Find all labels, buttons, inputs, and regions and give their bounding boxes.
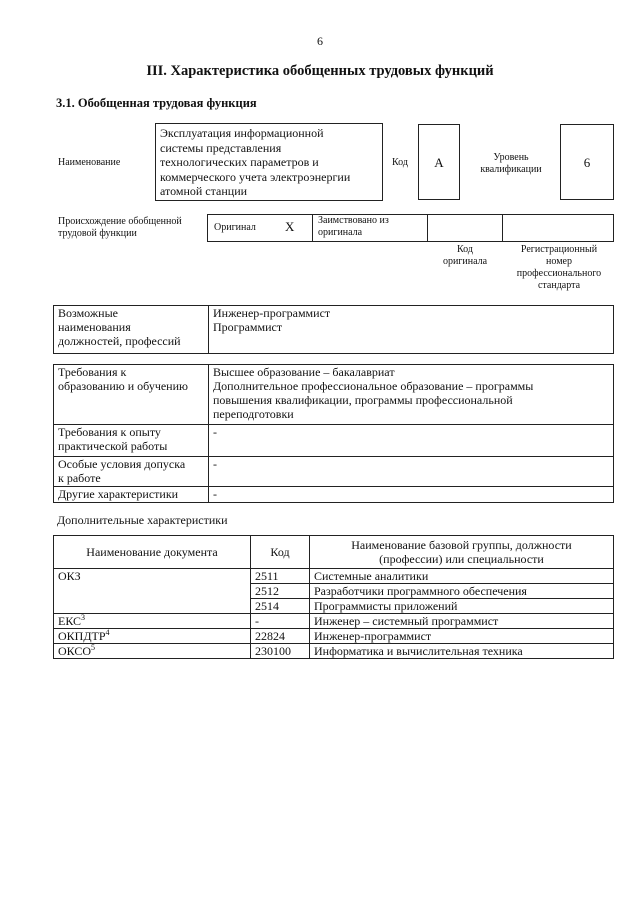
code-cell: 230100 <box>251 644 310 659</box>
footnote-ref: 5 <box>91 643 96 652</box>
origin-label: Происхождение обобщенной трудовой функции <box>58 216 182 239</box>
table-row <box>54 536 614 569</box>
table-row <box>54 365 614 425</box>
code-cell: 22824 <box>251 629 310 644</box>
name-cell: Инженер-программист <box>310 629 614 644</box>
level-value: 6 <box>560 124 614 200</box>
requirement-value: - <box>209 457 614 487</box>
doc-cell <box>54 629 251 644</box>
table-row <box>54 569 614 584</box>
table-row <box>54 644 614 659</box>
code-cell: 2514 <box>251 599 310 614</box>
doc-name: ЕКС <box>58 614 82 628</box>
additional-heading: Дополнительные характеристики <box>57 513 228 527</box>
borrowed-label: Заимствовано из оригинала <box>318 215 389 238</box>
positions-label: Возможные наименования должностей, профессий <box>54 306 209 354</box>
table-row <box>54 457 614 487</box>
original-mark: X <box>285 219 295 234</box>
doc-name: ОКПДТР <box>58 629 106 643</box>
origin-divider <box>312 214 313 242</box>
page-number: 6 <box>317 34 323 48</box>
subsection-title: 3.1. Обобщенная трудовая функция <box>56 96 257 110</box>
footnote-ref: 3 <box>81 613 86 622</box>
doc-cell <box>54 644 251 659</box>
col-doc-header: Наименование документа <box>54 536 251 569</box>
level-label: Уровень квалификации <box>480 152 542 175</box>
requirement-value: - <box>209 487 614 503</box>
positions-values: Инженер-программист Программист <box>209 306 614 354</box>
requirement-label: Требования к образованию и обучению <box>54 365 209 425</box>
requirements-table <box>53 364 614 503</box>
table-row <box>54 614 614 629</box>
origin-divider <box>427 214 428 242</box>
footnote-ref: 4 <box>105 628 110 637</box>
section-title: III. Характеристика обобщенных трудовых функций <box>146 63 494 79</box>
function-name-value: Эксплуатация информационной системы представления технологических параметров и коммерческого учета электроэнергии атомной станции <box>155 123 383 201</box>
origin-table <box>207 214 614 242</box>
requirement-label: Другие характеристики <box>54 487 209 503</box>
doc-cell <box>54 614 251 629</box>
name-cell: Программисты приложений <box>310 599 614 614</box>
table-row <box>54 306 614 354</box>
requirement-value: Высшее образование – бакалавриат Дополнительное профессиональное образование – программы повышения квалификации, программы профессиональной переподготовки <box>209 365 614 425</box>
code-cell: 2512 <box>251 584 310 599</box>
table-row <box>54 425 614 457</box>
positions-table <box>53 305 614 354</box>
origin-divider <box>502 214 503 242</box>
table-row <box>54 487 614 503</box>
requirement-label: Требования к опыту практической работы <box>54 425 209 457</box>
col-name-header: Наименование базовой группы, должности (профессии) или специальности <box>310 536 614 569</box>
doc-name: ОКЗ <box>58 569 81 583</box>
name-cell: Инженер – системный программист <box>310 614 614 629</box>
doc-name: ОКСО <box>58 644 92 658</box>
requirement-value: - <box>209 425 614 457</box>
col-code-header: Код <box>251 536 310 569</box>
name-label: Наименование <box>58 157 121 168</box>
requirement-label: Особые условия допуска к работе <box>54 457 209 487</box>
reg-number-label: Регистрационный номер профессионального стандарта <box>516 244 602 291</box>
name-cell: Информатика и вычислительная техника <box>310 644 614 659</box>
code-original-label: Код оригинала <box>442 244 488 267</box>
code-cell: 2511 <box>251 569 310 584</box>
additional-table <box>53 535 614 659</box>
doc-cell <box>54 569 251 614</box>
name-cell: Разработчики программного обеспечения <box>310 584 614 599</box>
function-code-value: А <box>418 124 460 200</box>
table-row <box>54 629 614 644</box>
original-label: Оригинал <box>214 222 256 233</box>
name-cell: Системные аналитики <box>310 569 614 584</box>
code-cell: - <box>251 614 310 629</box>
code-label: Код <box>392 157 408 168</box>
